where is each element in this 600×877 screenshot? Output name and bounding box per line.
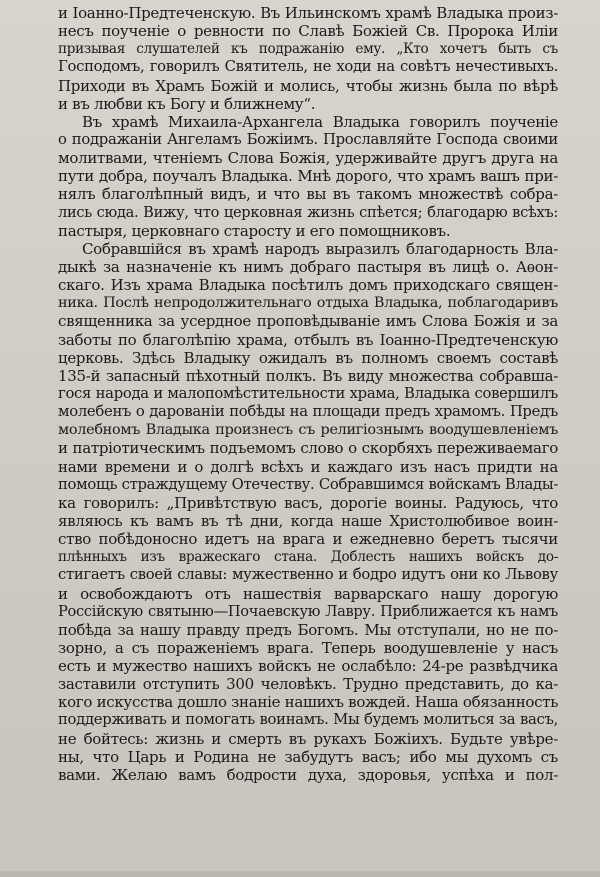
text-line: 135-й запасный пѣхотный полкъ. Въ виду множества собравша- [58,366,558,385]
text-line: дыкѣ за назначеніе къ нимъ добраго пастыря въ лицѣ о. Аѳон- [58,257,558,276]
text-line: поддерживать и помогать воинамъ. Мы будемъ молиться за васъ, [58,711,558,729]
text-line: заставили отступить 300 человѣкъ. Трудно представить, до ка- [58,675,558,694]
text-line: лись сюда. Вижу, что церковная жизнь спѣется; благодарю всѣхъ: [58,203,558,221]
text-line: гося народа и малопомѣстительности храма, Владыка совершилъ [58,384,558,402]
text-line: побѣда за нашу правду предъ Богомъ. Мы отступали, но не по- [58,620,558,639]
text-line: Въ храмѣ Михаила-Архангела Владыка говорилъ поученіе [82,112,558,131]
text-line: Приходи въ Храмъ Божій и молись, чтобы жизнь была по вѣрѣ [58,76,558,95]
text-line: молитвами, чтеніемъ Слова Божія, удерживайте другъ друга на [58,149,558,168]
text-line: ны, что Царь и Родина не забудутъ васъ; ибо мы духомъ съ [58,747,558,766]
text-line: молебенъ о дарованіи побѣды на площади предъ храмомъ. Предъ [58,403,558,421]
text-line: ка говорилъ: „Привѣтствую васъ, дорогіе воины. Радуюсь, что [58,493,558,512]
text-line: церковь. Здѣсь Владыку ожидалъ въ полномъ своемъ составѣ [58,348,558,367]
text-line: вами. Желаю вамъ бодрости духа, здоровья, успѣха и пол- [58,765,558,784]
text-line: скаго. Изъ храма Владыка посѣтилъ домъ приходскаго священ- [58,276,558,295]
text-line: ство побѣдоносно идетъ на врага и ежедневно беретъ тысячи [58,530,558,549]
page-edge-shadow [0,871,600,877]
text-line: нами времени и о долгѣ всѣхъ и каждаго изъ насъ придти на [58,457,558,476]
text-line: кого искусства дошло знаніе нашихъ вождей. Наша обязанность [58,693,559,712]
text-line: нялъ благолѣпный видъ, и что вы въ такомъ множествѣ собра- [58,185,558,204]
text-line: плѣнныхъ изъ вражескаго стана. Доблесть нашихъ войскъ до- [58,549,558,566]
text-line: являюсь къ вамъ въ тѣ дни, когда наше Христолюбивое воин- [58,511,558,530]
text-line: не бойтесь: жизнь и смерть въ рукахъ Божіихъ. Будьте увѣре- [58,729,558,748]
text-line: молебномъ Владыка произнесъ съ религіознымъ воодушевленіемъ [58,422,558,439]
text-line: Господомъ, говорилъ Святитель, не ходи на совѣтъ нечестивыхъ. [58,58,558,76]
text-line: стигаетъ своей славы: мужественно и бодро идутъ они ко Львову [58,566,558,584]
text-line: есть и мужество нашихъ войскъ не ослабѣло: 24-ре развѣдчика [58,657,558,676]
text-line: и въ любви къ Богу и ближнему“. [58,94,316,113]
text-block [58,4,558,784]
text-line: Россійскую святыню—Почаевскую Лавру. Приближается къ намъ [58,602,558,620]
text-line: и Іоанно-Предтеченскую. Въ Ильинскомъ храмѣ Владыка произ- [58,4,558,22]
text-line: заботы по благолѣпію храма, отбылъ въ Іоанно-Предтеченскую [58,330,558,349]
text-line: зорно, а съ пораженіемъ врага. Теперь воодушевленіе у насъ [58,638,558,657]
text-line: и патріотическимъ подъемомъ слово о скорбяхъ переживаемаго [58,439,558,458]
text-line: призывая слушателей къ подражанію ему. „Кто хочетъ быть съ [58,41,558,58]
text-line: Собравшійся въ храмѣ народъ выразилъ благодарность Вла- [82,239,558,258]
text-line: и освобождаютъ отъ нашествія варварскаго нашу дорогую [58,584,558,603]
text-line: о подражаніи Ангеламъ Божіимъ. Прославляйте Господа своими [58,130,558,148]
text-line: несъ поученіе о ревности по Славѣ Божіей Св. Пророка Иліи [58,22,558,41]
text-line: пути добра, поучалъ Владыка. Мнѣ дорого, что храмъ вашъ при- [58,167,558,186]
text-line: пастыря, церковнаго старосту и его помощниковъ. [58,221,451,240]
text-line: помощь страждущему Отечеству. Собравшимся войскамъ Влады- [58,475,559,493]
text-line: ника. Послѣ непродолжительнаго отдыха Владыка, поблагодаривъ [58,295,558,312]
text-line: священника за усердное проповѣдываніе имъ Слова Божія и за [58,312,558,331]
